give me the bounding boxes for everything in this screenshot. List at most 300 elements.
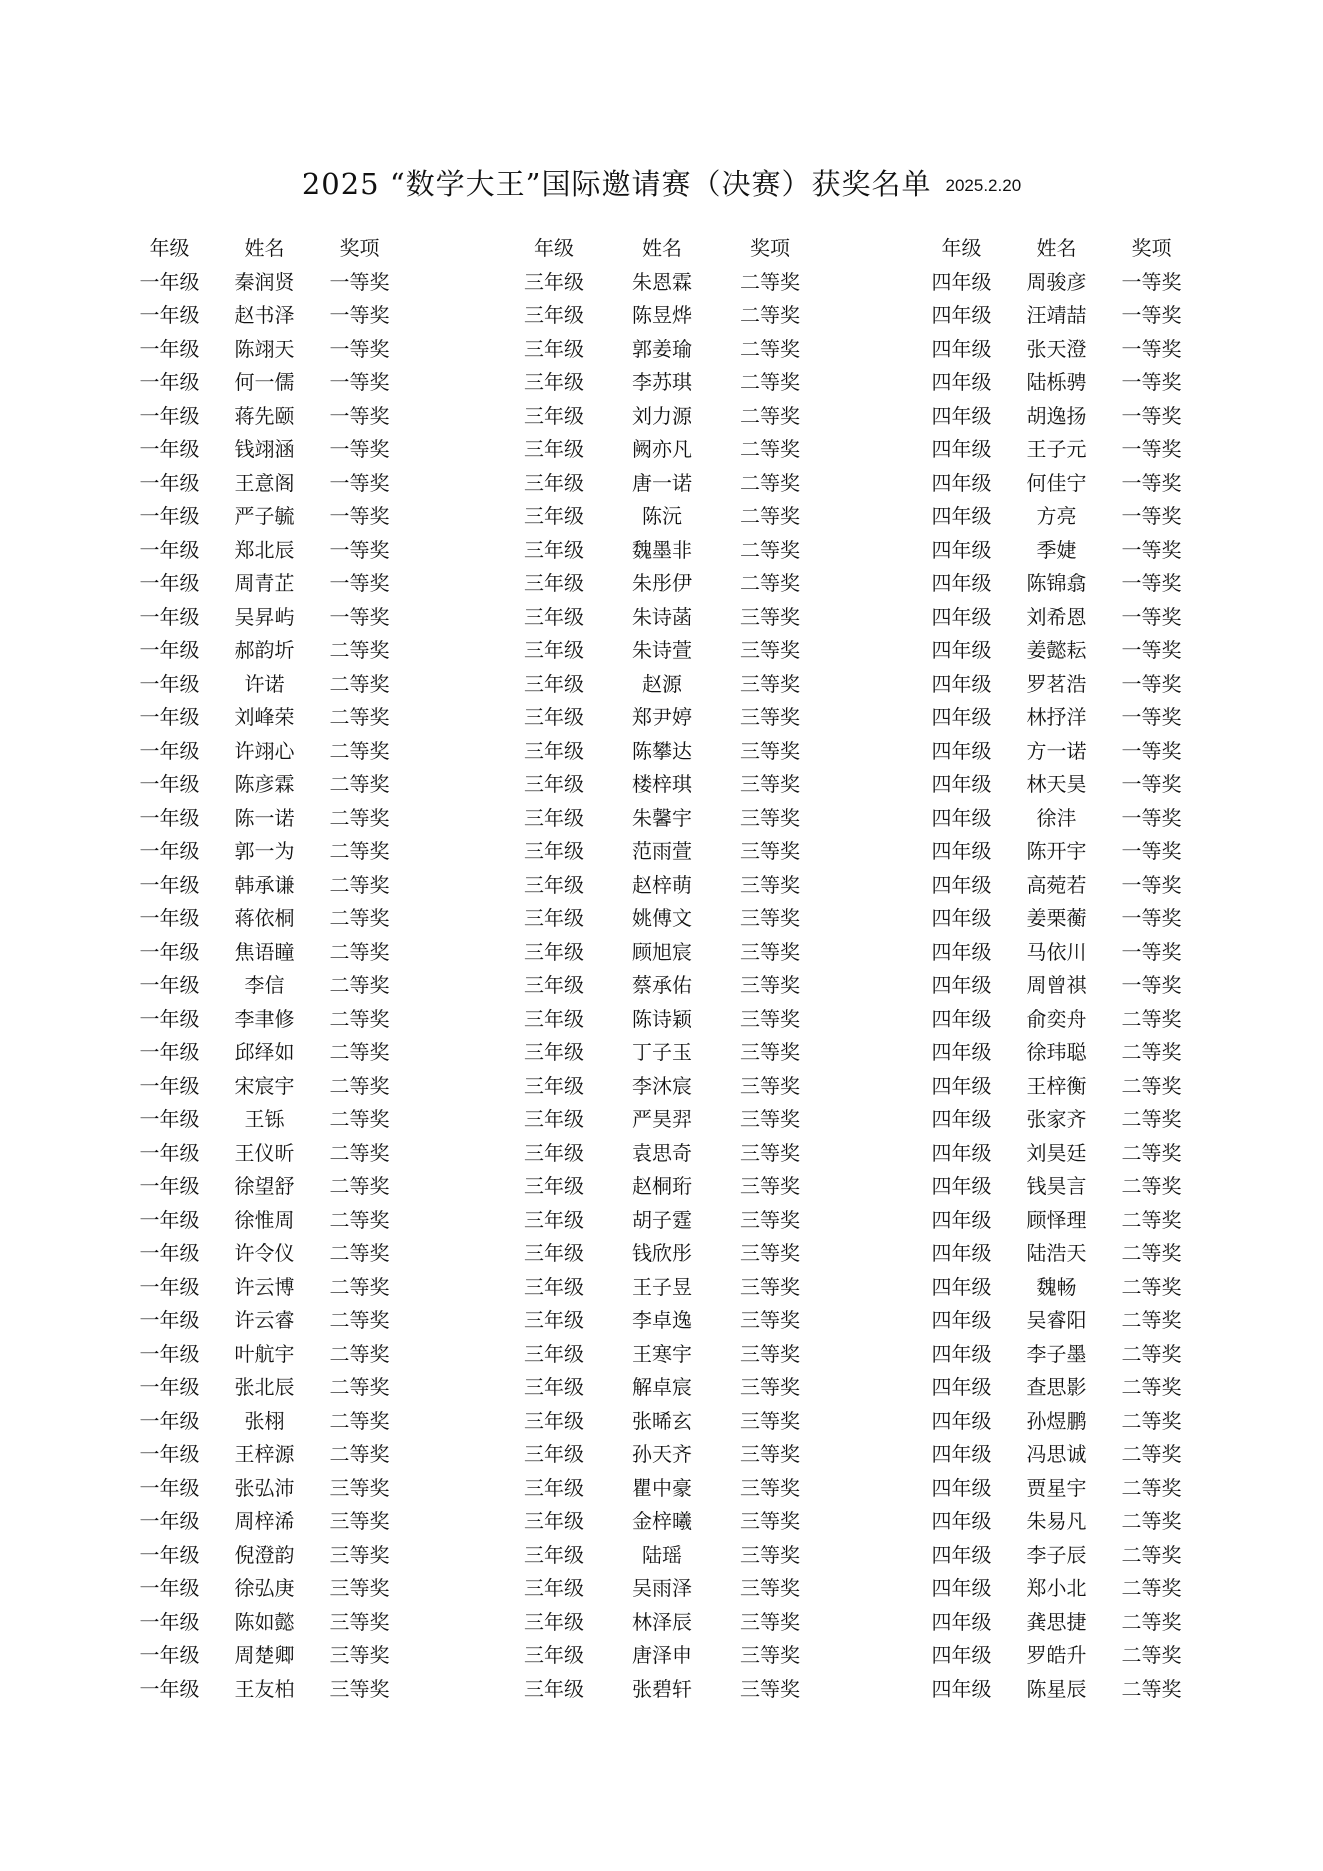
cell-name: 朱彤伊 [632,571,692,596]
cell-award: 二等奖 [329,772,390,797]
cell-award: 二等奖 [1121,1040,1182,1065]
cell-grade: 一年级 [139,1207,200,1232]
cell-name: 王梓衡 [1026,1073,1087,1098]
table-row [914,297,1199,331]
cell-award: 二等奖 [329,906,390,931]
cell-award: 二等奖 [1121,1241,1182,1266]
cell-name: 徐沣 [1036,805,1077,830]
table-row [914,1604,1199,1638]
table-row [122,1369,407,1403]
cell-name: 解卓宸 [632,1375,692,1400]
title-text: 2025 “数学大王”国际邀请赛（决赛）获奖名单 [301,167,932,201]
table-row [914,1202,1199,1236]
cell-name: 李卓逸 [632,1308,692,1333]
cell-grade: 三年级 [524,1576,584,1601]
table-row [914,498,1199,532]
cell-grade: 四年级 [931,1107,992,1132]
cell-award: 二等奖 [329,1341,390,1366]
cell-grade: 三年级 [524,370,584,395]
cell-grade: 三年级 [524,1408,584,1433]
cell-name: 许诺 [244,671,285,696]
cell-grade: 三年级 [524,1274,584,1299]
cell-grade: 四年级 [931,303,992,328]
cell-award: 一等奖 [1121,638,1182,663]
cell-award: 三等奖 [740,973,800,998]
cell-name: 瞿中豪 [632,1475,692,1500]
cell-name: 顾怿理 [1026,1207,1087,1232]
column-grade-1 [122,230,407,1704]
table-row [914,398,1199,432]
cell-grade: 一年级 [139,1241,200,1266]
cell-grade: 一年级 [139,1609,200,1634]
cell-award: 三等奖 [740,1107,800,1132]
cell-name: 王子昱 [632,1274,692,1299]
table-row [500,1570,824,1604]
cell-award: 一等奖 [1121,470,1182,495]
cell-award: 一等奖 [329,504,390,529]
cell-award: 二等奖 [329,1073,390,1098]
cell-grade: 四年级 [931,1308,992,1333]
cell-grade: 三年级 [524,437,584,462]
table-row [122,331,407,365]
cell-grade: 四年级 [931,604,992,629]
cell-award: 二等奖 [740,437,800,462]
cell-grade: 三年级 [524,1174,584,1199]
table-row [500,1269,824,1303]
cell-award: 三等奖 [740,1140,800,1165]
cell-name: 邱绎如 [234,1040,295,1065]
cell-award: 三等奖 [740,1408,800,1433]
cell-name: 张家齐 [1026,1107,1087,1132]
table-row [122,1671,407,1705]
cell-award: 三等奖 [740,1274,800,1299]
table-row [122,1537,407,1571]
cell-award: 一等奖 [1121,839,1182,864]
table-row [500,1034,824,1068]
table-row [914,1001,1199,1035]
cell-award: 三等奖 [740,906,800,931]
cell-award: 二等奖 [740,269,800,294]
table-row [122,1135,407,1169]
cell-name: 龚思捷 [1026,1609,1087,1634]
cell-award: 三等奖 [740,638,800,663]
cell-award: 二等奖 [1121,1609,1182,1634]
cell-name: 唐泽申 [632,1643,692,1668]
cell-grade: 四年级 [931,537,992,562]
table-row [914,565,1199,599]
table-row [914,733,1199,767]
cell-grade: 四年级 [931,1241,992,1266]
cell-award: 三等奖 [740,1442,800,1467]
table-row [914,699,1199,733]
cell-award: 二等奖 [1121,1442,1182,1467]
cell-grade: 一年级 [139,705,200,730]
table-row [122,1336,407,1370]
cell-grade: 三年级 [524,537,584,562]
cell-grade: 一年级 [139,1375,200,1400]
table-row [914,1068,1199,1102]
cell-name: 林抒洋 [1026,705,1087,730]
cell-award: 一等奖 [1121,571,1182,596]
table-row [914,1302,1199,1336]
cell-name: 陈诗颖 [632,1006,692,1031]
table-row [500,800,824,834]
table-row [122,934,407,968]
cell-name: 林天昊 [1026,772,1087,797]
cell-grade: 四年级 [931,370,992,395]
cell-name: 姚傅文 [632,906,692,931]
cell-grade: 三年级 [524,705,584,730]
table-header [914,230,1199,264]
cell-name: 胡逸扬 [1026,403,1087,428]
table-row [500,699,824,733]
cell-award: 三等奖 [740,604,800,629]
cell-name: 郑小北 [1026,1576,1087,1601]
cell-name: 徐玮聪 [1026,1040,1087,1065]
cell-award: 二等奖 [1121,1107,1182,1132]
cell-award: 三等奖 [740,1509,800,1534]
cell-name: 蒋依桐 [234,906,295,931]
cell-award: 二等奖 [1121,1073,1182,1098]
cell-award: 二等奖 [329,1308,390,1333]
cell-award: 三等奖 [740,1341,800,1366]
cell-name: 唐一诺 [632,470,692,495]
cell-grade: 四年级 [931,805,992,830]
header-name: 姓名 [1036,236,1077,261]
cell-award: 一等奖 [329,336,390,361]
table-row [914,766,1199,800]
cell-award: 二等奖 [740,336,800,361]
cell-name: 罗皓升 [1026,1643,1087,1668]
cell-grade: 三年级 [524,1509,584,1534]
cell-award: 一等奖 [329,604,390,629]
cell-grade: 四年级 [931,772,992,797]
cell-award: 二等奖 [329,1174,390,1199]
cell-name: 王寒宇 [632,1341,692,1366]
cell-award: 三等奖 [329,1676,390,1701]
table-row [914,1101,1199,1135]
cell-award: 一等奖 [1121,872,1182,897]
cell-name: 钱昊言 [1026,1174,1087,1199]
table-row [500,1101,824,1135]
table-row [914,1034,1199,1068]
cell-grade: 三年级 [524,872,584,897]
cell-grade: 一年级 [139,370,200,395]
cell-award: 三等奖 [329,1643,390,1668]
cell-award: 二等奖 [1121,1676,1182,1701]
cell-award: 二等奖 [329,872,390,897]
cell-grade: 一年级 [139,537,200,562]
cell-name: 刘昊廷 [1026,1140,1087,1165]
header-award: 奖项 [750,236,790,261]
cell-grade: 三年级 [524,1040,584,1065]
table-row [500,1637,824,1671]
cell-grade: 三年级 [524,604,584,629]
table-row [500,1470,824,1504]
cell-name: 王铄 [244,1107,285,1132]
cell-award: 一等奖 [329,403,390,428]
cell-award: 三等奖 [740,1073,800,1098]
cell-grade: 四年级 [931,437,992,462]
cell-name: 李沐宸 [632,1073,692,1098]
cell-award: 二等奖 [329,1040,390,1065]
cell-grade: 三年级 [524,638,584,663]
cell-award: 一等奖 [1121,671,1182,696]
cell-grade: 一年级 [139,1643,200,1668]
cell-grade: 三年级 [524,303,584,328]
cell-grade: 三年级 [524,839,584,864]
cell-grade: 一年级 [139,437,200,462]
cell-name: 胡子霆 [632,1207,692,1232]
cell-award: 二等奖 [329,1408,390,1433]
cell-award: 二等奖 [329,1006,390,1031]
cell-grade: 三年级 [524,1107,584,1132]
cell-grade: 四年级 [931,1207,992,1232]
cell-award: 三等奖 [740,1576,800,1601]
table-row [500,1202,824,1236]
table-row [500,1001,824,1035]
table-row [122,1068,407,1102]
cell-award: 三等奖 [740,939,800,964]
cell-grade: 四年级 [931,1643,992,1668]
table-row [914,331,1199,365]
table-row [122,398,407,432]
cell-grade: 三年级 [524,470,584,495]
cell-award: 一等奖 [1121,705,1182,730]
cell-award: 二等奖 [1121,1375,1182,1400]
cell-name: 姜栗蘅 [1026,906,1087,931]
cell-award: 二等奖 [1121,1576,1182,1601]
table-row [914,431,1199,465]
cell-award: 三等奖 [740,1475,800,1500]
table-row [122,699,407,733]
table-row [500,532,824,566]
date-text: 2025.2.20 [945,176,1022,195]
table-row [500,666,824,700]
cell-name: 阙亦凡 [632,437,692,462]
cell-name: 汪靖喆 [1026,303,1087,328]
cell-name: 李信 [244,973,285,998]
cell-name: 陈翊天 [234,336,295,361]
cell-name: 陆浩天 [1026,1241,1087,1266]
cell-name: 吴睿阳 [1026,1308,1087,1333]
cell-award: 二等奖 [1121,1174,1182,1199]
cell-name: 王梓源 [234,1442,295,1467]
table-row [500,364,824,398]
table-row [122,1604,407,1638]
cell-name: 楼梓琪 [632,772,692,797]
cell-name: 吴昇屿 [234,604,295,629]
cell-name: 查思影 [1026,1375,1087,1400]
cell-grade: 三年级 [524,1676,584,1701]
cell-grade: 四年级 [931,1408,992,1433]
table-row [500,1336,824,1370]
cell-name: 张碧轩 [632,1676,692,1701]
cell-award: 三等奖 [740,705,800,730]
cell-name: 王意阁 [234,470,295,495]
cell-name: 焦语瞳 [234,939,295,964]
table-row [914,867,1199,901]
table-row [500,331,824,365]
table-row [500,565,824,599]
cell-name: 陈锦翕 [1026,571,1087,596]
cell-award: 二等奖 [1121,1308,1182,1333]
table-row [914,1470,1199,1504]
cell-grade: 四年级 [931,671,992,696]
cell-award: 一等奖 [1121,805,1182,830]
cell-name: 韩承谦 [234,872,295,897]
cell-name: 张北辰 [234,1375,295,1400]
cell-name: 袁思奇 [632,1140,692,1165]
cell-award: 三等奖 [740,1542,800,1567]
table-row [914,532,1199,566]
cell-grade: 四年级 [931,1174,992,1199]
cell-name: 李子辰 [1026,1542,1087,1567]
cell-grade: 四年级 [931,638,992,663]
cell-award: 三等奖 [740,671,800,696]
cell-grade: 一年级 [139,973,200,998]
cell-name: 赵源 [642,671,682,696]
cell-name: 周青芷 [234,571,295,596]
cell-name: 赵书泽 [234,303,295,328]
cell-name: 罗茗浩 [1026,671,1087,696]
cell-grade: 一年级 [139,571,200,596]
table-row [500,599,824,633]
cell-award: 二等奖 [1121,1006,1182,1031]
table-row [500,833,824,867]
column-grade-3 [500,230,824,1704]
cell-grade: 一年级 [139,1308,200,1333]
cell-name: 李苏琪 [632,370,692,395]
cell-grade: 一年级 [139,805,200,830]
cell-grade: 三年级 [524,1241,584,1266]
table-row [122,800,407,834]
cell-grade: 一年级 [139,772,200,797]
table-row [500,1068,824,1102]
cell-grade: 一年级 [139,1140,200,1165]
cell-name: 王子元 [1026,437,1087,462]
table-row [500,900,824,934]
cell-name: 顾旭宸 [632,939,692,964]
cell-grade: 四年级 [931,1274,992,1299]
table-row [914,1369,1199,1403]
cell-grade: 三年级 [524,906,584,931]
cell-award: 二等奖 [740,303,800,328]
table-row [914,1269,1199,1303]
cell-name: 郑北辰 [234,537,295,562]
table-row [122,1503,407,1537]
cell-award: 二等奖 [329,638,390,663]
cell-award: 一等奖 [1121,906,1182,931]
cell-award: 一等奖 [329,537,390,562]
cell-name: 王仪昕 [234,1140,295,1165]
cell-award: 二等奖 [329,1274,390,1299]
cell-grade: 一年级 [139,638,200,663]
cell-grade: 一年级 [139,906,200,931]
table-row [122,1202,407,1236]
cell-award: 二等奖 [329,839,390,864]
table-row [500,431,824,465]
table-row [500,867,824,901]
cell-name: 蒋先颐 [234,403,295,428]
cell-award: 二等奖 [740,403,800,428]
table-row [914,1235,1199,1269]
cell-award: 三等奖 [740,839,800,864]
cell-name: 朱易凡 [1026,1509,1087,1534]
cell-award: 二等奖 [740,470,800,495]
cell-name: 方一诺 [1026,738,1087,763]
table-row [122,1235,407,1269]
table-row [914,900,1199,934]
cell-name: 赵梓萌 [632,872,692,897]
cell-name: 朱诗萱 [632,638,692,663]
cell-grade: 一年级 [139,1107,200,1132]
cell-award: 一等奖 [1121,336,1182,361]
cell-grade: 四年级 [931,1073,992,1098]
cell-award: 三等奖 [329,1475,390,1500]
table-row [914,1537,1199,1571]
table-row [500,398,824,432]
cell-name: 陈星辰 [1026,1676,1087,1701]
cell-name: 徐弘庚 [234,1576,295,1601]
cell-award: 三等奖 [740,1609,800,1634]
cell-grade: 三年级 [524,1475,584,1500]
column-grade-4 [914,230,1199,1704]
table-row [500,1235,824,1269]
cell-award: 一等奖 [1121,738,1182,763]
table-row [122,833,407,867]
cell-grade: 三年级 [524,1442,584,1467]
table-row [500,1168,824,1202]
cell-grade: 四年级 [931,504,992,529]
cell-name: 何一儒 [234,370,295,395]
cell-grade: 三年级 [524,1006,584,1031]
cell-grade: 四年级 [931,1006,992,1031]
cell-grade: 三年级 [524,1341,584,1366]
cell-award: 一等奖 [329,571,390,596]
cell-award: 三等奖 [329,1542,390,1567]
cell-grade: 一年级 [139,1408,200,1433]
cell-grade: 一年级 [139,738,200,763]
cell-name: 严昊羿 [632,1107,692,1132]
table-row [914,1336,1199,1370]
cell-name: 魏墨非 [632,537,692,562]
table-row [122,465,407,499]
cell-name: 钱翊涵 [234,437,295,462]
cell-grade: 三年级 [524,1207,584,1232]
cell-name: 何佳宁 [1026,470,1087,495]
cell-name: 朱诗菡 [632,604,692,629]
cell-grade: 一年级 [139,1475,200,1500]
table-row [914,632,1199,666]
cell-grade: 三年级 [524,738,584,763]
cell-name: 王友柏 [234,1676,295,1701]
table-row [500,1436,824,1470]
cell-award: 一等奖 [1121,437,1182,462]
table-row [122,1570,407,1604]
cell-grade: 三年级 [524,269,584,294]
cell-award: 三等奖 [740,1040,800,1065]
table-row [122,1269,407,1303]
cell-name: 孙天齐 [632,1442,692,1467]
cell-name: 张弘沛 [234,1475,295,1500]
cell-grade: 一年级 [139,872,200,897]
cell-name: 金梓曦 [632,1509,692,1534]
cell-grade: 四年级 [931,939,992,964]
cell-name: 周曾祺 [1026,973,1087,998]
cell-grade: 一年级 [139,1174,200,1199]
cell-name: 陆栎骋 [1026,370,1087,395]
